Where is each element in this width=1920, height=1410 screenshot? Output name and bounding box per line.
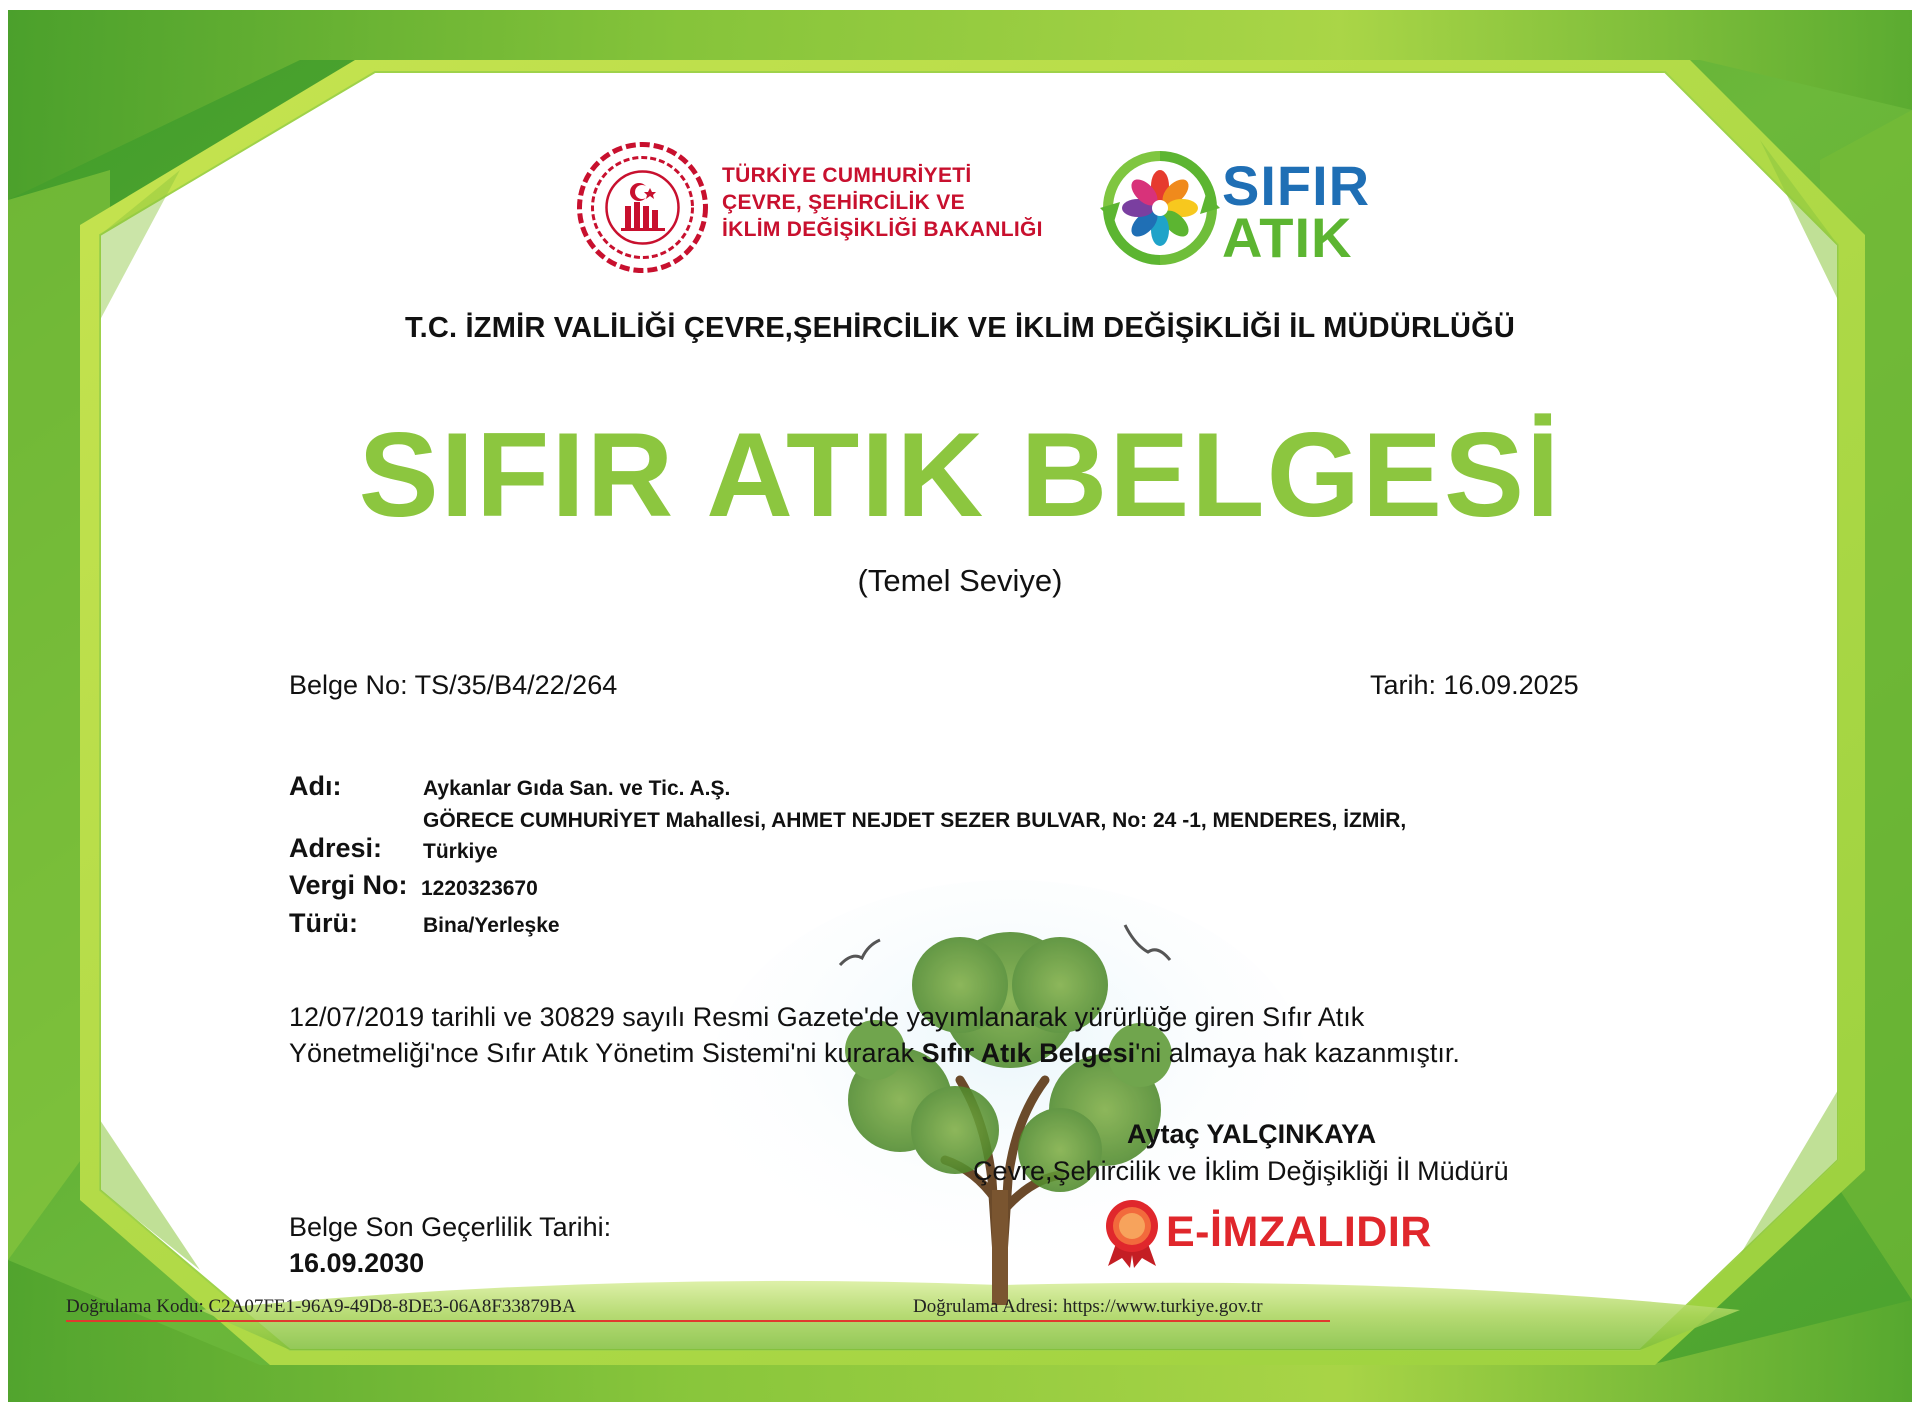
ministry-name	[722, 162, 1043, 243]
ministry-line-2: ÇEVRE, ŞEHİRCİLİK VE	[722, 191, 965, 214]
issue-date: Tarih: 16.09.2025	[1370, 670, 1579, 700]
statement-line-1: 12/07/2019 tarihli ve 30829 sayılı Resmi Gazete'de yayımlanarak yürürlüğe giren Sıfır Atık	[289, 1002, 1365, 1032]
tax-number-value: 1220323670	[421, 877, 538, 900]
name-value: Aykanlar Gıda San. ve Tic. A.Ş.	[423, 777, 731, 800]
type-label: Türü:	[289, 908, 358, 938]
footer-divider	[66, 1320, 1330, 1322]
sifir-logo-line-1: SIFIR	[1222, 154, 1371, 217]
tax-number-label: Vergi No:	[289, 870, 408, 900]
certificate-title: SIFIR ATIK BELGESİ	[358, 408, 1562, 542]
statement-line-2-end: 'ni almaya hak kazanmıştır.	[1135, 1038, 1460, 1068]
e-signature-text: E-İMZALIDIR	[1166, 1208, 1432, 1256]
address-label: Adresi:	[289, 833, 383, 863]
rosette-badge-icon	[1100, 1198, 1164, 1268]
validity-date: 16.09.2030	[289, 1248, 425, 1278]
validity-label: Belge Son Geçerlilik Tarihi:	[289, 1212, 612, 1242]
e-signature-stamp	[1100, 1198, 1440, 1268]
address-value-line-1: GÖRECE CUMHURİYET Mahallesi, AHMET NEJDET SEZER BULVAR, No: 24 -1, MENDERES, İZMİR,	[423, 809, 1407, 832]
ministry-line-3: İKLİM DEĞİŞİKLİĞİ BAKANLIĞI	[722, 218, 1043, 241]
ministry-line-1: TÜRKİYE CUMHURİYETİ	[722, 164, 972, 187]
sifir-logo-line-2: ATIK	[1222, 206, 1353, 269]
verification-address: Doğrulama Adresi: https://www.turkiye.gov.tr	[913, 1296, 1263, 1317]
document-number: Belge No: TS/35/B4/22/264	[289, 670, 618, 700]
statement-line-2	[289, 1035, 1689, 1071]
name-label: Adı:	[289, 771, 342, 801]
statement-line-2-start: Yönetmeliği'nce Sıfır Atık Yönetim Sistemi'ni kurarak	[289, 1038, 922, 1068]
type-value: Bina/Yerleşke	[423, 914, 560, 937]
signer-title: Çevre,Şehircilik ve İklim Değişikliği İl Müdürü	[973, 1156, 1509, 1186]
issuing-authority-header: T.C. İZMİR VALİLİĞİ ÇEVRE,ŞEHİRCİLİK VE İKLİM DEĞİŞİKLİĞİ İL MÜDÜRLÜĞÜ	[404, 312, 1516, 344]
signer-name: Aytaç YALÇINKAYA	[1127, 1119, 1377, 1149]
ministry-emblem-icon	[575, 140, 710, 275]
sifir-atik-logo-text	[1222, 154, 1371, 269]
address-value-line-2: Türkiye	[423, 840, 498, 863]
sifir-atik-recycle-flower-icon	[1100, 148, 1220, 268]
verification-code: Doğrulama Kodu: C2A07FE1-96A9-49D8-8DE3-06A8F33879BA	[66, 1296, 576, 1317]
certification-statement	[289, 999, 1689, 1071]
certificate-level: (Temel Seviye)	[857, 563, 1063, 598]
statement-certificate-name: Sıfır Atık Belgesi	[921, 1038, 1136, 1068]
